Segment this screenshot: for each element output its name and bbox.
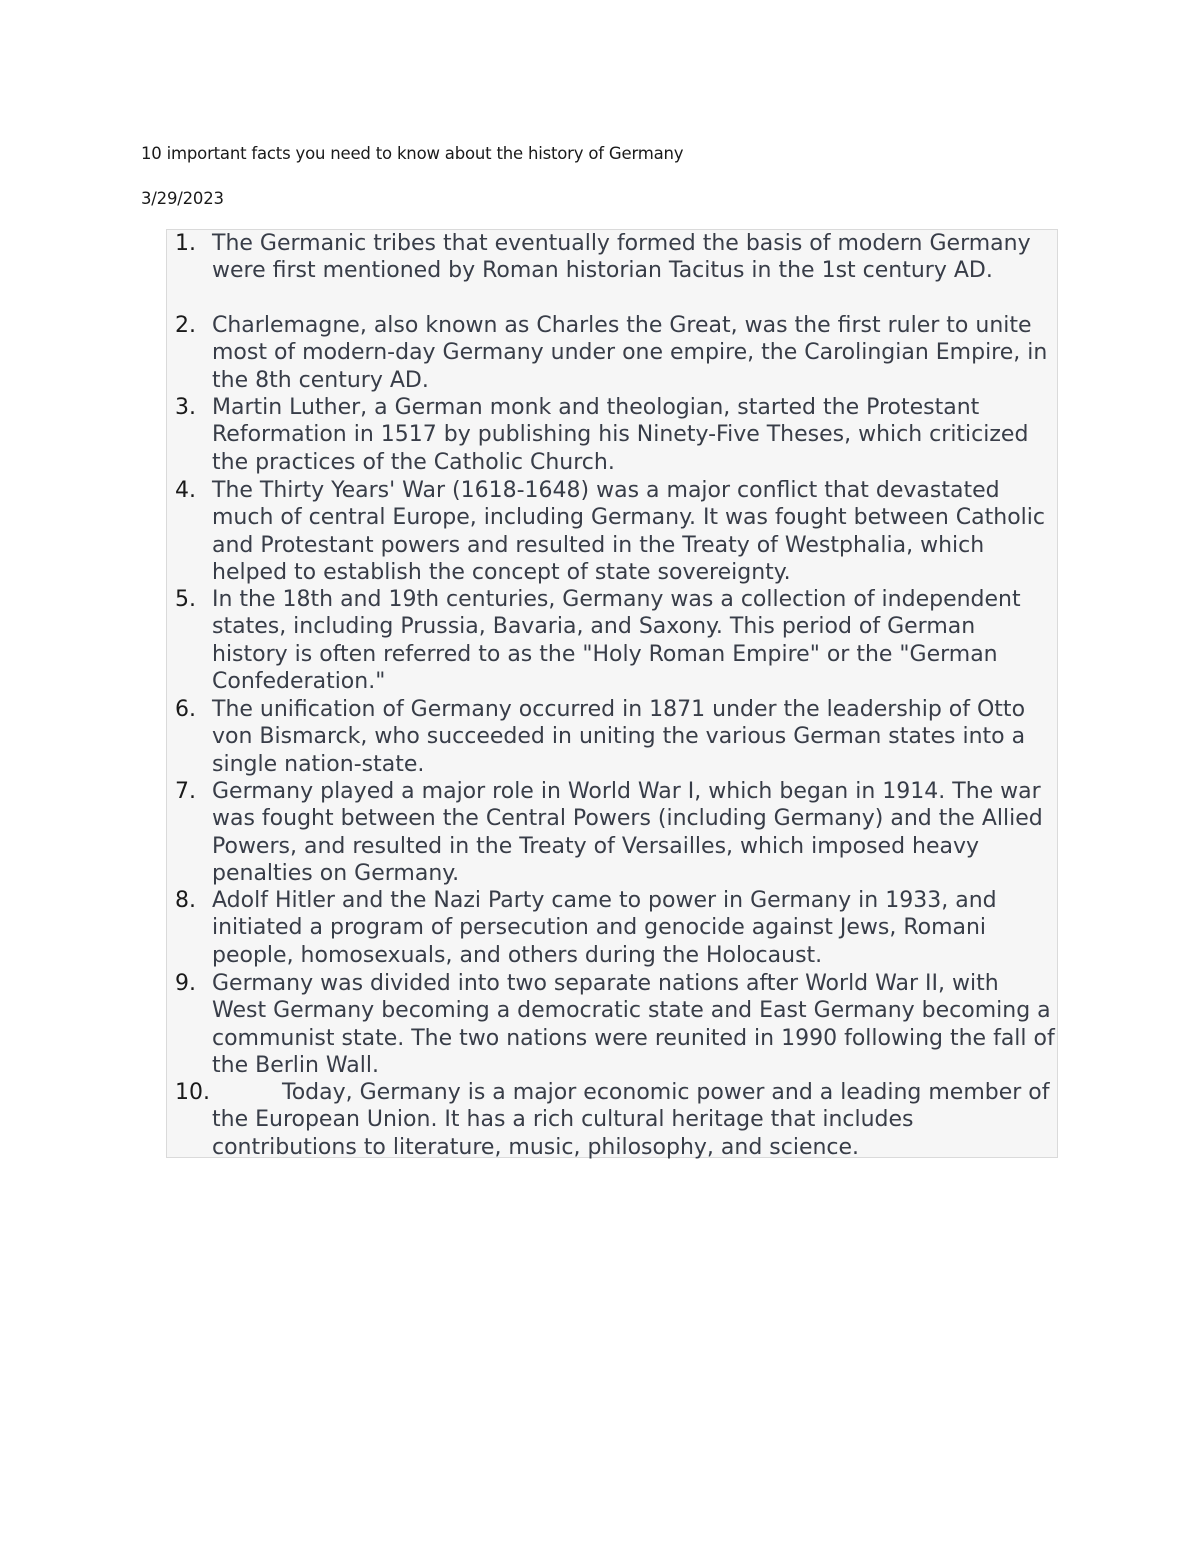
document-title: 10 important facts you need to know about the history of Germany xyxy=(141,144,684,163)
fact-item-9 xyxy=(167,970,1057,1080)
fact-text: Martin Luther, a German monk and theologian, started the Protestant Reformation in 1517 by publishing his Ninety-Five Theses, which criticized the practices of the Catholic Church. xyxy=(212,395,1029,475)
fact-text: Adolf Hitler and the Nazi Party came to power in Germany in 1933, and initiated a program of persecution and genocide against Jews, Romani people, homosexuals, and others during the Holocaust. xyxy=(212,888,997,968)
fact-number: 6. xyxy=(175,697,196,722)
fact-text: In the 18th and 19th centuries, Germany was a collection of independent states, including Prussia, Bavaria, and Saxony. This period of German history is often referred to as the "Holy Roman Empire" or the "German Confederation." xyxy=(212,587,1021,695)
fact-text: Charlemagne, also known as Charles the Great, was the first ruler to unite most of modern-day Germany under one empire, the Carolingian Empire, in the 8th century AD. xyxy=(212,313,1048,393)
fact-item-6 xyxy=(167,696,1057,778)
facts-panel xyxy=(166,229,1058,1158)
fact-item-10 xyxy=(167,1079,1057,1161)
fact-number: 4. xyxy=(175,478,196,503)
fact-text: Today, Germany is a major economic power and a leading member of the European Union. It has a rich cultural heritage that includes contributions to literature, music, philosophy, and science. xyxy=(212,1080,1050,1160)
fact-item-7 xyxy=(167,778,1057,888)
fact-text: Germany was divided into two separate nations after World War II, with West Germany becoming a democratic state and East Germany becoming a communist state. The two nations were reunited in 1990 following the fall of the Berlin Wall. xyxy=(212,971,1055,1079)
fact-number: 7. xyxy=(175,779,196,804)
fact-item-2 xyxy=(167,312,1057,394)
fact-item-1 xyxy=(167,230,1057,285)
fact-number: 9. xyxy=(175,971,196,996)
fact-number: 5. xyxy=(175,587,196,612)
document-date: 3/29/2023 xyxy=(141,189,224,208)
fact-number: 10. xyxy=(175,1080,210,1105)
fact-number: 3. xyxy=(175,395,196,420)
fact-item-4 xyxy=(167,477,1057,587)
fact-number: 1. xyxy=(175,231,196,256)
fact-item-3 xyxy=(167,394,1057,476)
fact-text: The Thirty Years' War (1618-1648) was a major conflict that devastated much of central Europe, including Germany. It was fought between Catholic and Protestant powers and resulted in the Treaty of Westphalia, which helped to establish the concept of state sovereignty. xyxy=(212,478,1045,586)
fact-text: The unification of Germany occurred in 1871 under the leadership of Otto von Bismarck, who succeeded in uniting the various German states into a single nation-state. xyxy=(212,697,1026,777)
fact-text: Germany played a major role in World War I, which began in 1914. The war was fought between the Central Powers (including Germany) and the Allied Powers, and resulted in the Treaty of Versailles, which imposed heavy penalties on Germany. xyxy=(212,779,1043,887)
fact-number: 8. xyxy=(175,888,196,913)
fact-text: The Germanic tribes that eventually formed the basis of modern Germany were first mentioned by Roman historian Tacitus in the 1st century AD. xyxy=(212,231,1031,284)
fact-item-8 xyxy=(167,887,1057,969)
fact-item-5 xyxy=(167,586,1057,696)
fact-number: 2. xyxy=(175,313,196,338)
